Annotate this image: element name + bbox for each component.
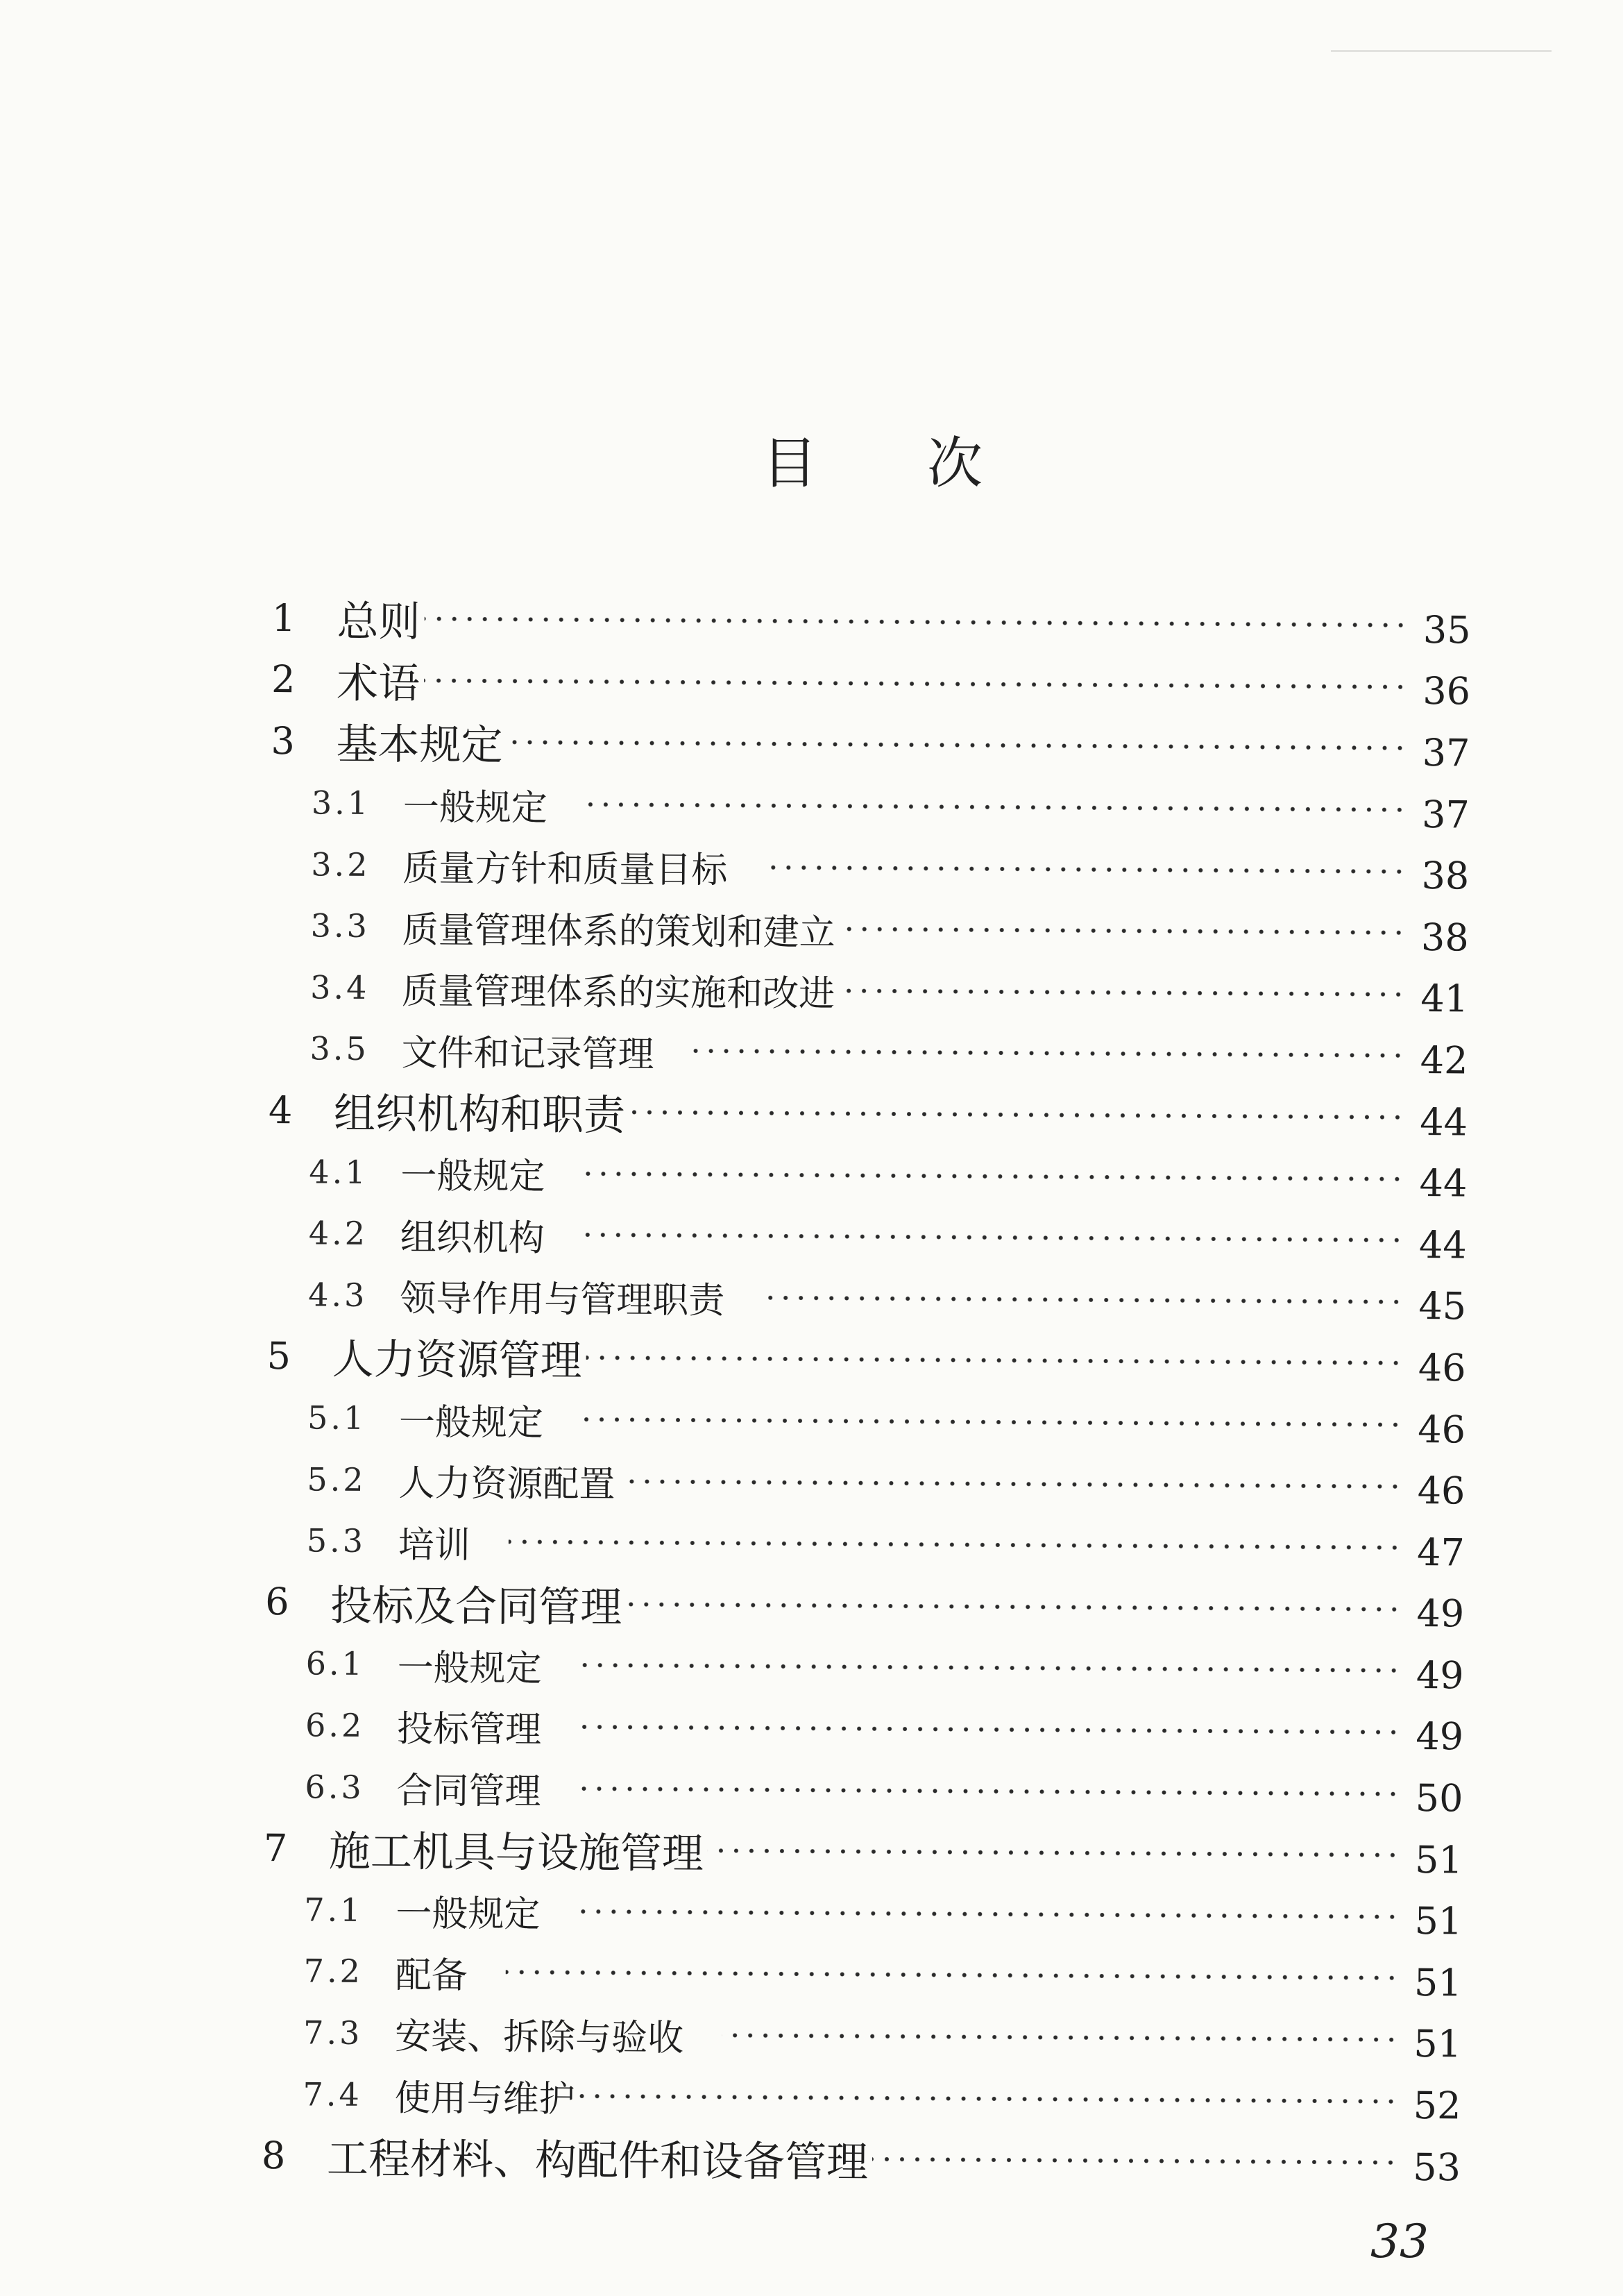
toc-entry-number: 4 (268, 1088, 293, 1132)
dot-leader (509, 1537, 1402, 1552)
dot-leader (586, 800, 1407, 814)
toc-entry-number: 6 (265, 1580, 289, 1624)
toc-entry-title: 质量管理体系的策划和建立 (402, 909, 835, 954)
toc-entry-section (0, 1630, 1464, 1702)
toc-entry-title: 合同管理 (396, 1770, 541, 1813)
toc-entry-title: 术语 (336, 659, 420, 709)
toc-entry-page: 51 (1413, 2022, 1462, 2066)
toc-entry-title: 组织机构和职责 (333, 1089, 626, 1140)
toc-entry-page: 45 (1418, 1284, 1467, 1328)
dot-leader (580, 1661, 1402, 1675)
toc-entry-number: 3.2 (311, 845, 371, 884)
toc-entry-number: 3.3 (310, 906, 371, 945)
toc-entry-section (0, 1508, 1465, 1579)
toc-entry-title: 人力资源配置 (398, 1462, 615, 1506)
toc-entry-title: 质量管理体系的实施和改进 (401, 970, 835, 1015)
dot-leader (765, 863, 1407, 875)
dot-leader (579, 1723, 1401, 1737)
toc-entry-title: 一般规定 (400, 1155, 545, 1198)
toc-entry-chapter (0, 1815, 1463, 1886)
toc-entry-title: 质量方针和质量目标 (402, 847, 728, 892)
toc-entry-page: 44 (1420, 1099, 1468, 1144)
toc-entry-page: 41 (1420, 977, 1469, 1021)
toc-entry-chapter (0, 709, 1470, 780)
toc-entry-section (0, 1938, 1462, 2009)
toc-entry-chapter (0, 2122, 1461, 2194)
toc-entry-section (0, 1262, 1466, 1333)
toc-entry-number: 6.1 (305, 1644, 366, 1683)
toc-entry-number: 6.3 (305, 1767, 364, 1806)
dot-leader (708, 1846, 1400, 1859)
toc-entry-page: 44 (1419, 1161, 1468, 1206)
toc-entry-number: 4.1 (309, 1153, 368, 1191)
dot-leader (424, 676, 1408, 691)
toc-entry-title: 一般规定 (402, 786, 548, 829)
toc-entry-number: 5.2 (307, 1460, 366, 1499)
toc-entry-page: 38 (1420, 915, 1469, 960)
toc-entry-section (0, 1692, 1463, 1764)
toc-entry-section (0, 1754, 1463, 1825)
page-number: 33 (1370, 2215, 1429, 2268)
toc-entry-number: 3.1 (311, 784, 371, 822)
toc-entry-section (0, 954, 1468, 1026)
toc-entry-number: 7.2 (303, 1952, 364, 1991)
toc-entry-page: 49 (1416, 1592, 1465, 1636)
toc-entry-title: 组织机构 (400, 1216, 545, 1260)
dot-leader (581, 1415, 1403, 1429)
toc-entry-chapter (0, 647, 1470, 718)
toc-heading-char-1: 目 (762, 431, 817, 496)
dot-leader (583, 1231, 1404, 1244)
dot-leader (872, 2155, 1398, 2167)
toc-entry-title: 一般规定 (396, 1893, 541, 1936)
dot-leader (629, 1108, 1405, 1121)
toc-entry-number: 4.3 (308, 1276, 368, 1314)
toc-entry-title: 使用与维护 (394, 2077, 575, 2120)
toc-entry-page: 47 (1416, 1530, 1465, 1575)
toc-entry-page: 46 (1417, 1469, 1465, 1513)
toc-entry-number: 8 (261, 2133, 286, 2177)
toc-entry-number: 7.4 (303, 2075, 362, 2113)
dot-leader (583, 1170, 1404, 1183)
toc-entry-section (0, 893, 1469, 964)
toc-entry-section (0, 2061, 1461, 2133)
toc-entry-title: 培训 (398, 1523, 471, 1567)
toc-entry-page: 46 (1418, 1345, 1466, 1390)
dot-leader (763, 1294, 1404, 1306)
dot-leader (626, 1600, 1402, 1613)
toc-heading-char-2: 次 (927, 431, 983, 496)
dot-leader (579, 1784, 1401, 1798)
toc-entry-title: 基本规定 (336, 720, 503, 770)
toc-entry-page: 49 (1416, 1714, 1464, 1759)
toc-entry-page: 35 (1422, 607, 1471, 652)
toc-entry-title: 一般规定 (398, 1401, 544, 1444)
dot-leader (586, 1353, 1404, 1367)
dot-leader (425, 615, 1409, 630)
scan-edge-line (1331, 50, 1552, 52)
dot-leader (578, 1907, 1400, 1921)
toc-entry-chapter (0, 1569, 1465, 1641)
toc-entry-number: 5.1 (307, 1399, 367, 1437)
toc-entry-page: 38 (1421, 854, 1470, 898)
toc-entry-section (0, 1877, 1463, 1948)
dot-leader (840, 925, 1407, 937)
toc-entry-number: 7.1 (304, 1891, 364, 1929)
toc-entry-section (0, 1016, 1468, 1088)
toc-entry-chapter (0, 1324, 1466, 1395)
dot-leader (619, 1477, 1402, 1490)
toc-entry-number: 3 (271, 718, 296, 763)
toc-entry-section (0, 1200, 1467, 1272)
toc-entry-title: 工程材料、构配件和设备管理 (326, 2134, 869, 2187)
toc-entry-section (0, 1139, 1468, 1210)
toc-entry-number: 3.4 (310, 968, 370, 1006)
toc-entry-page: 49 (1416, 1653, 1464, 1698)
dot-leader (506, 1968, 1400, 1983)
toc-entry-page: 52 (1413, 2084, 1461, 2128)
toc-entry-title: 人力资源管理 (332, 1335, 582, 1386)
dot-leader (722, 2031, 1399, 2043)
toc-entry-page: 50 (1415, 1776, 1463, 1821)
toc-entry-page: 51 (1414, 1837, 1463, 1882)
toc-entry-section (0, 1446, 1465, 1518)
dot-leader (507, 738, 1407, 753)
toc-entry-number: 2 (271, 657, 296, 702)
toc-entry-number: 7.3 (303, 2014, 363, 2052)
toc-entry-page: 51 (1413, 1960, 1462, 2005)
toc-entry-title: 一般规定 (397, 1647, 542, 1690)
toc-entry-number: 5.3 (306, 1521, 366, 1560)
toc-entry-page: 44 (1418, 1222, 1467, 1267)
toc-entry-section (0, 1385, 1465, 1456)
toc-entry-page: 51 (1414, 1899, 1463, 1943)
toc-entry-title: 总则 (337, 597, 420, 647)
toc-entry-title: 施工机具与设施管理 (328, 1827, 704, 1879)
dot-leader (579, 2092, 1399, 2106)
toc-entry-page: 53 (1413, 2145, 1461, 2190)
toc-entry-number: 6.2 (305, 1706, 365, 1744)
toc-entry-section (0, 770, 1470, 841)
toc-entry-title: 投标管理 (396, 1708, 542, 1752)
toc-entry-title: 领导作用与管理职责 (400, 1278, 725, 1322)
toc-entry-number: 5 (266, 1333, 291, 1378)
toc-entry-title: 配备 (395, 1955, 468, 1997)
toc-entry-chapter (0, 1077, 1468, 1149)
toc-entry-number: 4.2 (308, 1214, 368, 1253)
toc-entry-section (0, 2000, 1461, 2071)
dot-leader (839, 986, 1406, 998)
toc-entry-page: 46 (1418, 1407, 1466, 1451)
toc-entry-page: 42 (1420, 1038, 1468, 1083)
toc-entry-page: 37 (1421, 792, 1470, 837)
toc-entry-number: 3.5 (309, 1029, 369, 1068)
toc-entry-page: 36 (1422, 669, 1471, 714)
toc-entry-title: 安装、拆除与验收 (394, 2016, 684, 2060)
toc-entry-chapter (0, 585, 1471, 657)
toc-entry-title: 文件和记录管理 (401, 1032, 654, 1076)
toc-entry-title: 投标及合同管理 (330, 1581, 622, 1632)
toc-entry-number: 7 (263, 1825, 288, 1870)
dot-leader (692, 1047, 1406, 1060)
toc-entry-number: 1 (271, 596, 296, 641)
table-of-contents (0, 585, 1623, 2195)
toc-entry-section (0, 832, 1470, 903)
toc-entry-page: 37 (1422, 730, 1470, 775)
